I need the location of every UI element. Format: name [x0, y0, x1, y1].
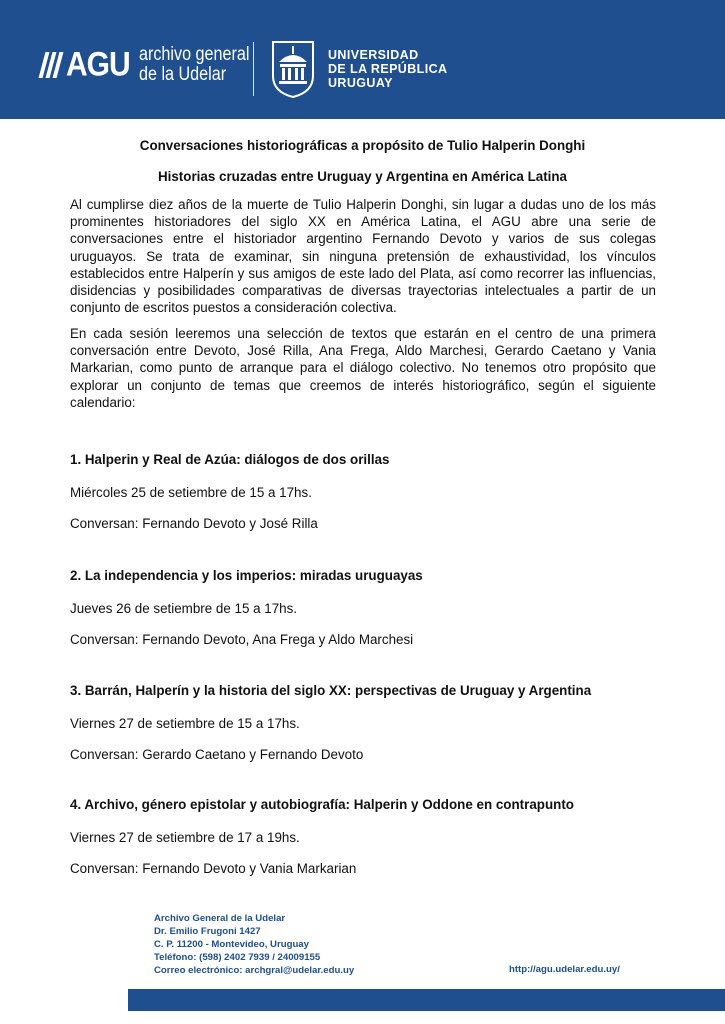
university-emblem-icon [271, 40, 315, 98]
intro-paragraph-container [70, 196, 656, 316]
session-4 [70, 797, 670, 876]
document-title: Conversaciones historiográficas a propósito de Tulio Halperin Donghi [139, 138, 586, 153]
header-divider [253, 42, 254, 96]
schedule-paragraph-container [70, 325, 656, 411]
session-1 [70, 452, 670, 531]
document-subtitle: Historias cruzadas entre Uruguay y Argentina en América Latina [157, 169, 568, 184]
session-2 [70, 568, 670, 647]
agu-logo-line2: de la Udelar [138, 64, 226, 85]
session-3 [70, 683, 670, 762]
agu-logo-text [139, 45, 249, 85]
schedule-paragraph: En cada sesión leeremos una selección de textos que estarán en el centro de una primera conversación entre Devoto, José Rilla, Ana Frega, Aldo Marchesi, Gerardo Caetano y Vania Markarian, como punto de arranque para el diálogo colectivo. No tenemos otro propósito que explorar un conjunto de temas que creemos de interés historiográfico, según el siguiente calendario: [70, 326, 656, 410]
session-speakers: Conversan: Fernando Devoto, Ana Frega y Aldo Marchesi [70, 632, 414, 647]
intro-paragraph: Al cumplirse diez años de la muerte de Tulio Halperin Donghi, sin lugar a dudas uno de los más prominentes historiadores del siglo XX en América Latina, el AGU abre una serie de conversaciones entre el historiador argentino Fernando Devoto y varios de sus colegas uruguayos. Se trata de examinar, sin ninguna pretensión de exhaustividad, los vínculos establecidos entre Halperín y sus amigos de este lado del Plata, así como recorrer las influencias, disidencias y posibilidades comparativas de diversas trayectorias intelectuales a partir de un conjunto de escritos puestos a consideración colectiva. [70, 197, 656, 316]
university-name-line1: UNIVERSIDAD [328, 48, 419, 62]
university-name-line2: DE LA REPÚBLICA [328, 62, 448, 76]
agu-bars-icon [39, 52, 64, 78]
session-date: Jueves 26 de setiembre de 15 a 17hs. [70, 601, 298, 616]
session-title: 1. Halperin y Real de Azúa: diálogos de dos orillas [70, 452, 390, 467]
footer-phone: Teléfono: (598) 2402 7939 / 24009155 [154, 952, 321, 963]
session-date: Miércoles 25 de setiembre de 15 a 17hs. [70, 485, 312, 500]
footer-bar [128, 989, 725, 1011]
session-speakers: Conversan: Fernando Devoto y Vania Markarian [70, 861, 357, 876]
agu-logo [42, 40, 269, 90]
university-name-line3: URUGUAY [328, 76, 393, 90]
session-speakers: Conversan: Gerardo Caetano y Fernando Devoto [70, 747, 364, 762]
session-title: 3. Barrán, Halperín y la historia del siglo XX: perspectivas de Uruguay y Argentina [70, 683, 592, 698]
footer-contact [154, 912, 354, 977]
footer-email[interactable]: Correo electrónico: archgral@udelar.edu.uy [154, 965, 355, 976]
session-date: Viernes 27 de setiembre de 17 a 19hs. [70, 830, 300, 845]
session-title: 4. Archivo, género epistolar y autobiografía: Halperin y Oddone en contrapunto [70, 797, 574, 812]
footer-org: Archivo General de la Udelar [154, 913, 286, 924]
agu-logo-line1: archivo general [138, 44, 250, 65]
footer-city: C. P. 11200 - Montevideo, Uruguay [154, 939, 309, 950]
agu-logo-mark: AGU [66, 45, 130, 84]
session-speakers: Conversan: Fernando Devoto y José Rilla [70, 516, 318, 531]
footer-url-link[interactable]: http://agu.udelar.edu.uy/ [509, 964, 620, 975]
session-date: Viernes 27 de setiembre de 15 a 17hs. [70, 716, 300, 731]
university-name [328, 48, 447, 90]
session-title: 2. La independencia y los imperios: miradas uruguayas [70, 568, 423, 583]
footer-address: Dr. Emilio Frugoni 1427 [154, 926, 261, 937]
page-header [0, 0, 725, 119]
